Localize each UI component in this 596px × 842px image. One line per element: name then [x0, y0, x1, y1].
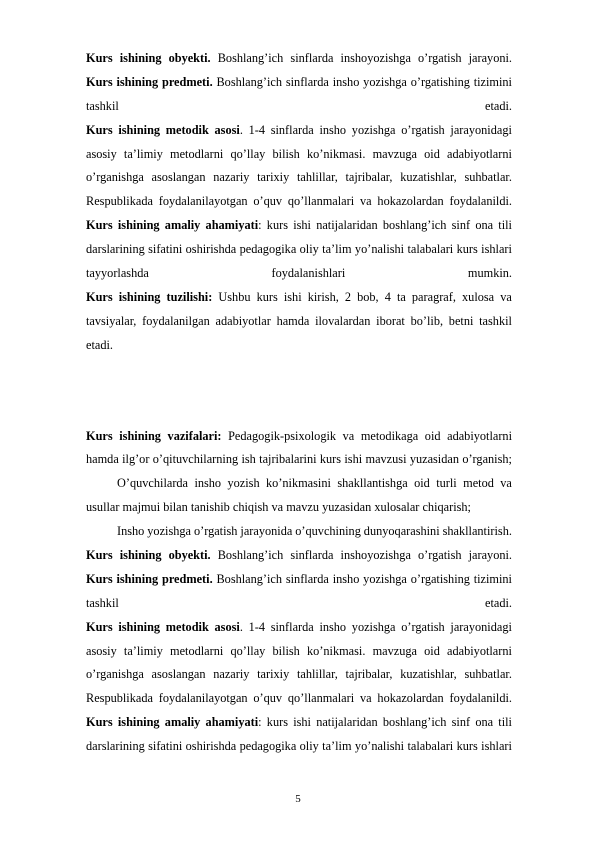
text-line: Kurs ishining tuzilishi: Ushbu kurs ishi kirish, 2 bob, 4 ta paragraf, xulosa va	[86, 289, 512, 304]
paragraph-block-top	[86, 47, 512, 358]
text-line: Respublikada foydalanilayotgan o’quv qo’llanmalari va hokazolardan foydalanildi.	[86, 194, 512, 209]
text-line: Kurs ishining predmeti. Boshlang’ich sinflarda insho yozishga o’rgatishing tizimini	[86, 74, 512, 89]
text-line: tavsiyalar, foydalanilgan adabiyotlar hamda ilovalardan iborat bo’lib, betni tashkil	[86, 313, 512, 328]
text-line: o’rganishga asoslangan nazariy tarixiy tahlillar, tajribalar, kuzatishlar, suhbatlar.	[86, 170, 512, 185]
text-line: Kurs ishining amaliy ahamiyati: kurs ishi natijalaridan boshlang’ich sinf ona tili	[86, 218, 512, 233]
text-line: tashkil etadi.	[86, 595, 512, 610]
text-line: hamda ilg’or o’qituvchilarning ish tajribalarini kurs ishi mavzusi yuzasidan o’rganish;	[86, 452, 512, 467]
text-line: usullar majmui bilan tanishib chiqish va mavzu yuzasidan xulosalar chiqarish;	[86, 500, 471, 515]
text-line: Insho yozishga o’rgatish jarayonida o’quvchining dunyoqarashini shakllantirish.	[117, 524, 512, 539]
text-line: etadi.	[86, 337, 113, 352]
text-line: Kurs ishining obyekti. Boshlang’ich sinflarda inshoyozishga o’rgatish jarayoni.	[86, 51, 512, 65]
text-line: Kurs ishining predmeti. Boshlang’ich sinflarda insho yozishga o’rgatishing tizimini	[86, 571, 512, 586]
text-line: Respublikada foydalanilayotgan o’quv qo’llanmalari va hokazolardan foydalanildi.	[86, 691, 512, 706]
text-line: darslarining sifatini oshirishda pedagogika oliy ta’lim yo’nalishi talabalari kurs ishlari	[86, 739, 512, 754]
text-line: asosiy ta’limiy metodlarni qo’llay bilish ko’nikmasi. mavzuga oid adabiyotlarni	[86, 643, 512, 658]
text-line: asosiy ta’limiy metodlarni qo’llay bilish ko’nikmasi. mavzuga oid adabiyotlarni	[86, 146, 512, 161]
text-line: Kurs ishining vazifalari: Pedagogik-psixologik va metodikaga oid adabiyotlarni	[86, 428, 512, 443]
text-line: Kurs ishining metodik asosi. 1-4 sinflarda insho yozishga o’rgatish jarayonidagi	[86, 619, 512, 634]
text-line: tayyorlashda foydalanishlari mumkin.	[86, 266, 512, 281]
page-number: 5	[295, 793, 301, 805]
text-line: darslarining sifatini oshirishda pedagogika oliy ta’lim yo’nalishi talabalari kurs ishlari	[86, 242, 512, 257]
text-line: Kurs ishining metodik asosi. 1-4 sinflarda insho yozishga o’rgatish jarayonidagi	[86, 122, 512, 137]
text-line: Kurs ishining amaliy ahamiyati: kurs ishi natijalaridan boshlang’ich sinf ona tili	[86, 715, 512, 730]
text-line: Kurs ishining obyekti. Boshlang’ich sinflarda inshoyozishga o’rgatish jarayoni.	[86, 548, 512, 563]
text-line: tashkil etadi.	[86, 98, 512, 113]
text-line: o’rganishga asoslangan nazariy tarixiy tahlillar, tajribalar, kuzatishlar, suhbatlar.	[86, 667, 512, 682]
document-page	[86, 47, 512, 759]
blank-gap	[86, 358, 512, 425]
text-line: O’quvchilarda insho yozish ko’nikmasini shakllantishga oid turli metod va	[117, 476, 512, 491]
paragraph-block-bottom	[86, 425, 512, 759]
